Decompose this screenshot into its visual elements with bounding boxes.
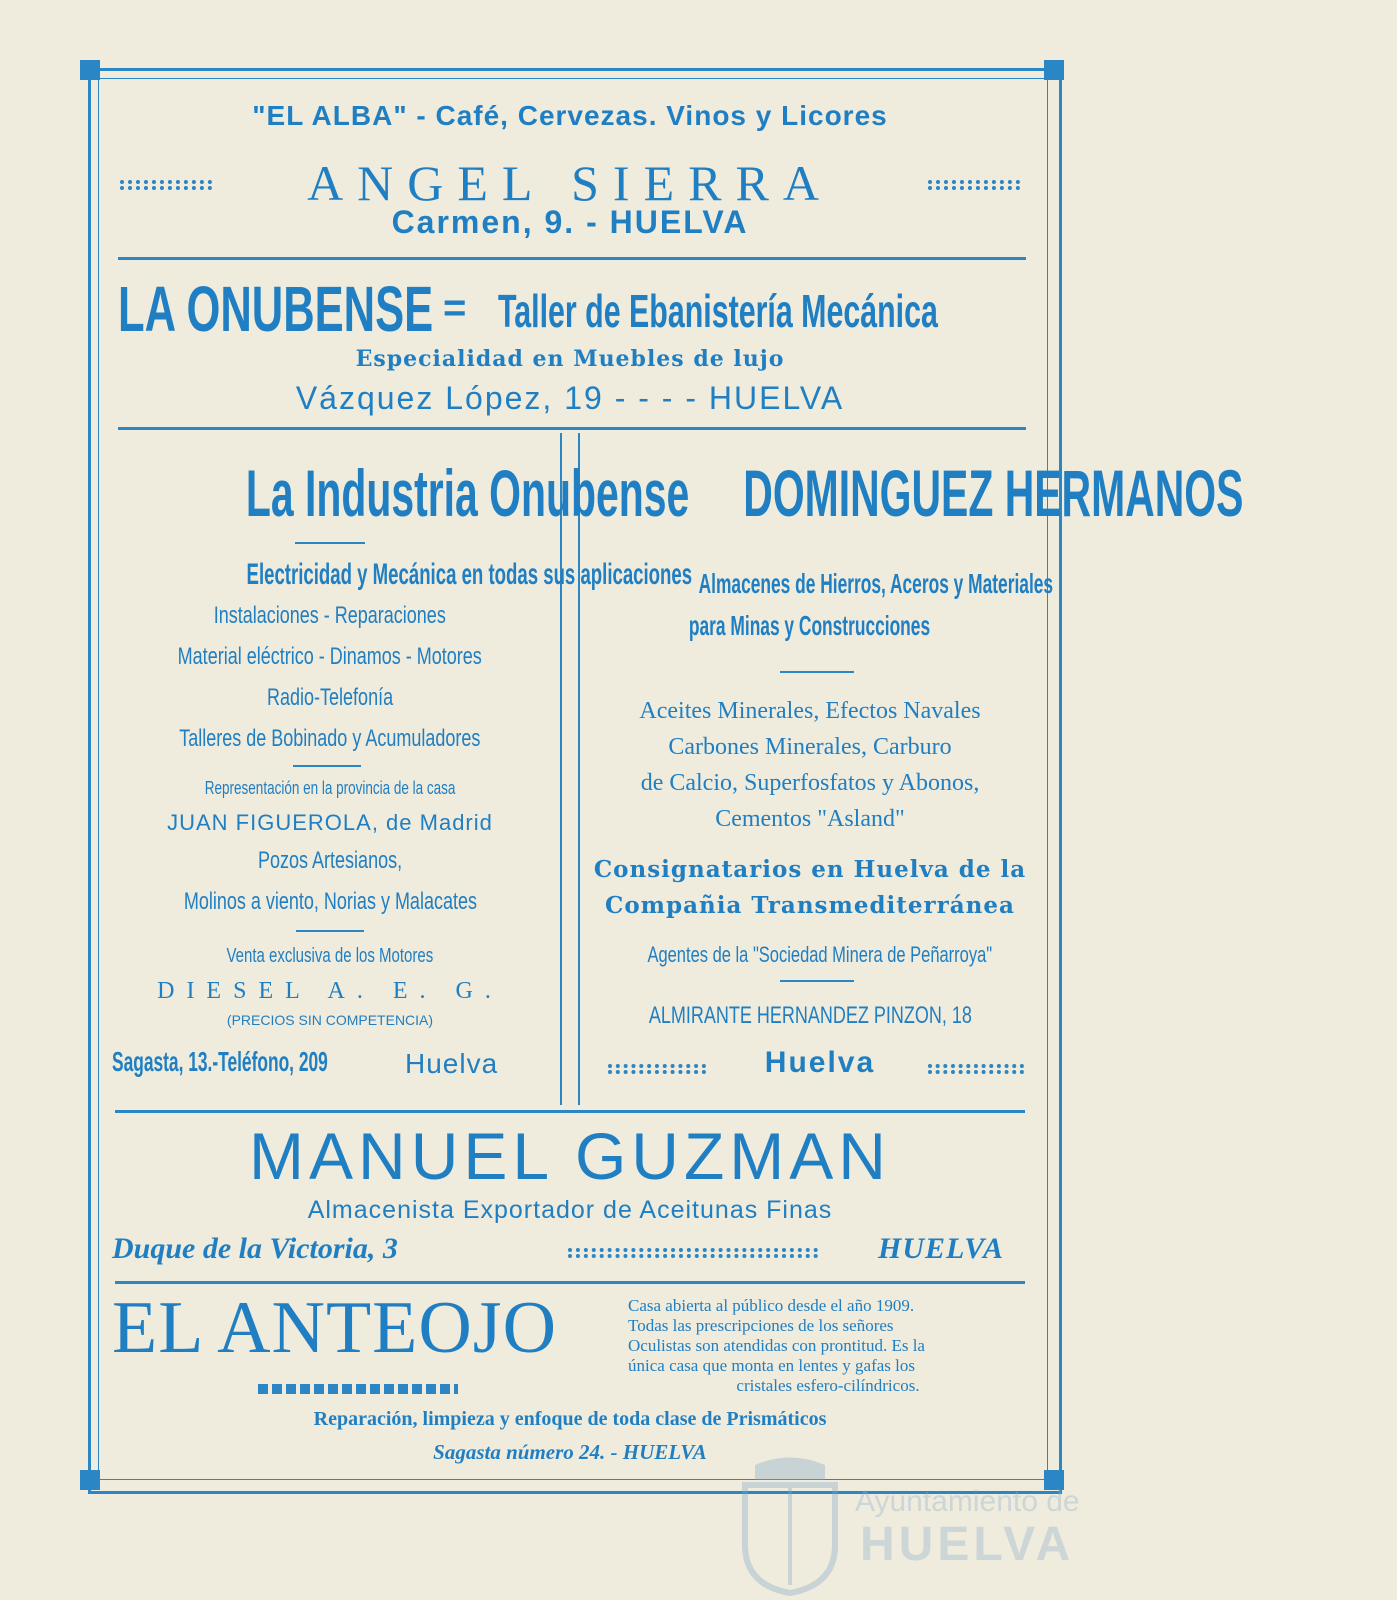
ad4-sub2: para Minas y Construcciones bbox=[689, 610, 931, 641]
decorative-dots bbox=[928, 180, 1020, 190]
ad3-city: Huelva bbox=[405, 1048, 499, 1079]
ad3-rep-intro: Representación en la provincia de la casa bbox=[204, 778, 456, 798]
ad5-name: MANUEL GUZMAN bbox=[249, 1119, 891, 1193]
ad6-text-line: Todas las prescripciones de los señores bbox=[628, 1316, 894, 1335]
decorative-dots bbox=[120, 180, 212, 190]
divider bbox=[115, 1110, 1025, 1113]
coat-of-arms-icon bbox=[735, 1455, 845, 1595]
short-rule bbox=[295, 542, 365, 544]
divider bbox=[118, 427, 1026, 430]
short-rule bbox=[780, 980, 854, 982]
ad4-name: DOMINGUEZ HERMANOS bbox=[743, 456, 1244, 530]
ad2-address: Vázquez López, 19 - - - - HUELVA bbox=[295, 380, 845, 416]
ad6-text-line: cristales esfero-cilíndricos. bbox=[736, 1376, 920, 1395]
ad3-address: Sagasta, 13.-Teléfono, 209 bbox=[112, 1046, 328, 1077]
ad6-text-line: Oculistas son atendidas con prontitud. Es la bbox=[628, 1336, 925, 1355]
ad2-separator: = bbox=[443, 286, 467, 330]
ad3-line: Radio-Telefonía bbox=[266, 684, 394, 711]
ad2-name: LA ONUBENSE bbox=[118, 273, 434, 345]
watermark-line1: Ayuntamiento de bbox=[855, 1485, 1080, 1518]
ad2-tagline: Taller de Ebanistería Mecánica bbox=[498, 285, 938, 337]
ad4-agents: Agentes de la "Sociedad Minera de Peñarroya" bbox=[647, 942, 993, 967]
ad3-line: Instalaciones - Reparaciones bbox=[213, 602, 447, 629]
ad4-consig1: Consignatarios en Huelva de la bbox=[593, 856, 1027, 883]
ad6-repair: Reparación, limpieza y enfoque de toda clase de Prismáticos bbox=[313, 1408, 827, 1430]
ad3-price-note: (PRECIOS SIN COMPETENCIA) bbox=[226, 1012, 434, 1028]
ad3-line: Material eléctrico - Dinamos - Motores bbox=[177, 643, 483, 670]
ad5-address: Duque de la Victoria, 3 bbox=[112, 1232, 398, 1265]
decorative-dots bbox=[928, 1064, 1024, 1074]
ad4-address: ALMIRANTE HERNANDEZ PINZON, 18 bbox=[648, 1002, 972, 1029]
ad3-rep-name: JUAN FIGUEROLA, de Madrid bbox=[167, 810, 493, 835]
ad6-address: Sagasta número 24. - HUELVA bbox=[433, 1440, 707, 1464]
ad4-consig2: Compañia Transmediterránea bbox=[605, 892, 1015, 919]
ad3-rep-line: Molinos a viento, Norias y Malacates bbox=[183, 888, 477, 915]
short-rule bbox=[293, 765, 361, 767]
ad3-line: Talleres de Bobinado y Acumuladores bbox=[179, 725, 481, 752]
ad4-sub1: Almacenes de Hierros, Aceros y Materiales bbox=[698, 568, 1054, 599]
short-rule bbox=[780, 671, 854, 673]
ad3-sub: Electricidad y Mecánica en todas sus aplicaciones bbox=[246, 558, 693, 591]
frame-corner bbox=[80, 60, 100, 80]
ad3-rep-line: Pozos Artesianos, bbox=[257, 847, 403, 874]
frame-corner bbox=[1044, 60, 1064, 80]
decorative-dots bbox=[568, 1248, 818, 1258]
ad2-specialty: Especialidad en Muebles de lujo bbox=[355, 346, 785, 372]
frame-corner bbox=[80, 1470, 100, 1490]
ad4-line: de Calcio, Superfosfatos y Abonos, bbox=[640, 770, 980, 796]
ad6-text-line: única casa que monta en lentes y gafas los bbox=[628, 1356, 916, 1375]
ad6-name: EL ANTEOJO bbox=[112, 1287, 558, 1369]
ad5-city: HUELVA bbox=[878, 1232, 1005, 1265]
ad1-name: ANGEL SIERRA bbox=[307, 155, 833, 211]
decorative-dots bbox=[608, 1064, 706, 1074]
ad4-line: Aceites Minerales, Efectos Navales bbox=[639, 698, 981, 724]
divider bbox=[115, 1281, 1025, 1284]
column-divider bbox=[560, 433, 562, 1105]
ad3-motor: DIESEL A. E. G. bbox=[157, 978, 503, 1004]
column-divider bbox=[578, 433, 580, 1105]
ad2-heading bbox=[118, 272, 1028, 344]
ad6-text bbox=[628, 1296, 1028, 1396]
ad6-text-line: Casa abierta al público desde el año 1909. bbox=[628, 1296, 915, 1315]
ad5-tagline: Almacenista Exportador de Aceitunas Finas bbox=[307, 1196, 833, 1224]
ad1-line1: "EL ALBA" - Café, Cervezas. Vinos y Licores bbox=[252, 100, 888, 131]
ad4-line: Carbones Minerales, Carburo bbox=[668, 734, 952, 760]
ad4-city: Huelva bbox=[764, 1046, 876, 1079]
divider bbox=[118, 257, 1026, 260]
watermark-line2: HUELVA bbox=[860, 1518, 1075, 1571]
ad4-line: Cementos "Asland" bbox=[715, 806, 905, 832]
decorative-pattern bbox=[258, 1384, 458, 1394]
watermark bbox=[735, 1455, 1115, 1600]
ad3-sale-intro: Venta exclusiva de los Motores bbox=[226, 945, 434, 967]
ad1-address: Carmen, 9. - HUELVA bbox=[391, 204, 749, 240]
ad3-name: La Industria Onubense bbox=[245, 456, 690, 530]
short-rule bbox=[296, 930, 364, 932]
